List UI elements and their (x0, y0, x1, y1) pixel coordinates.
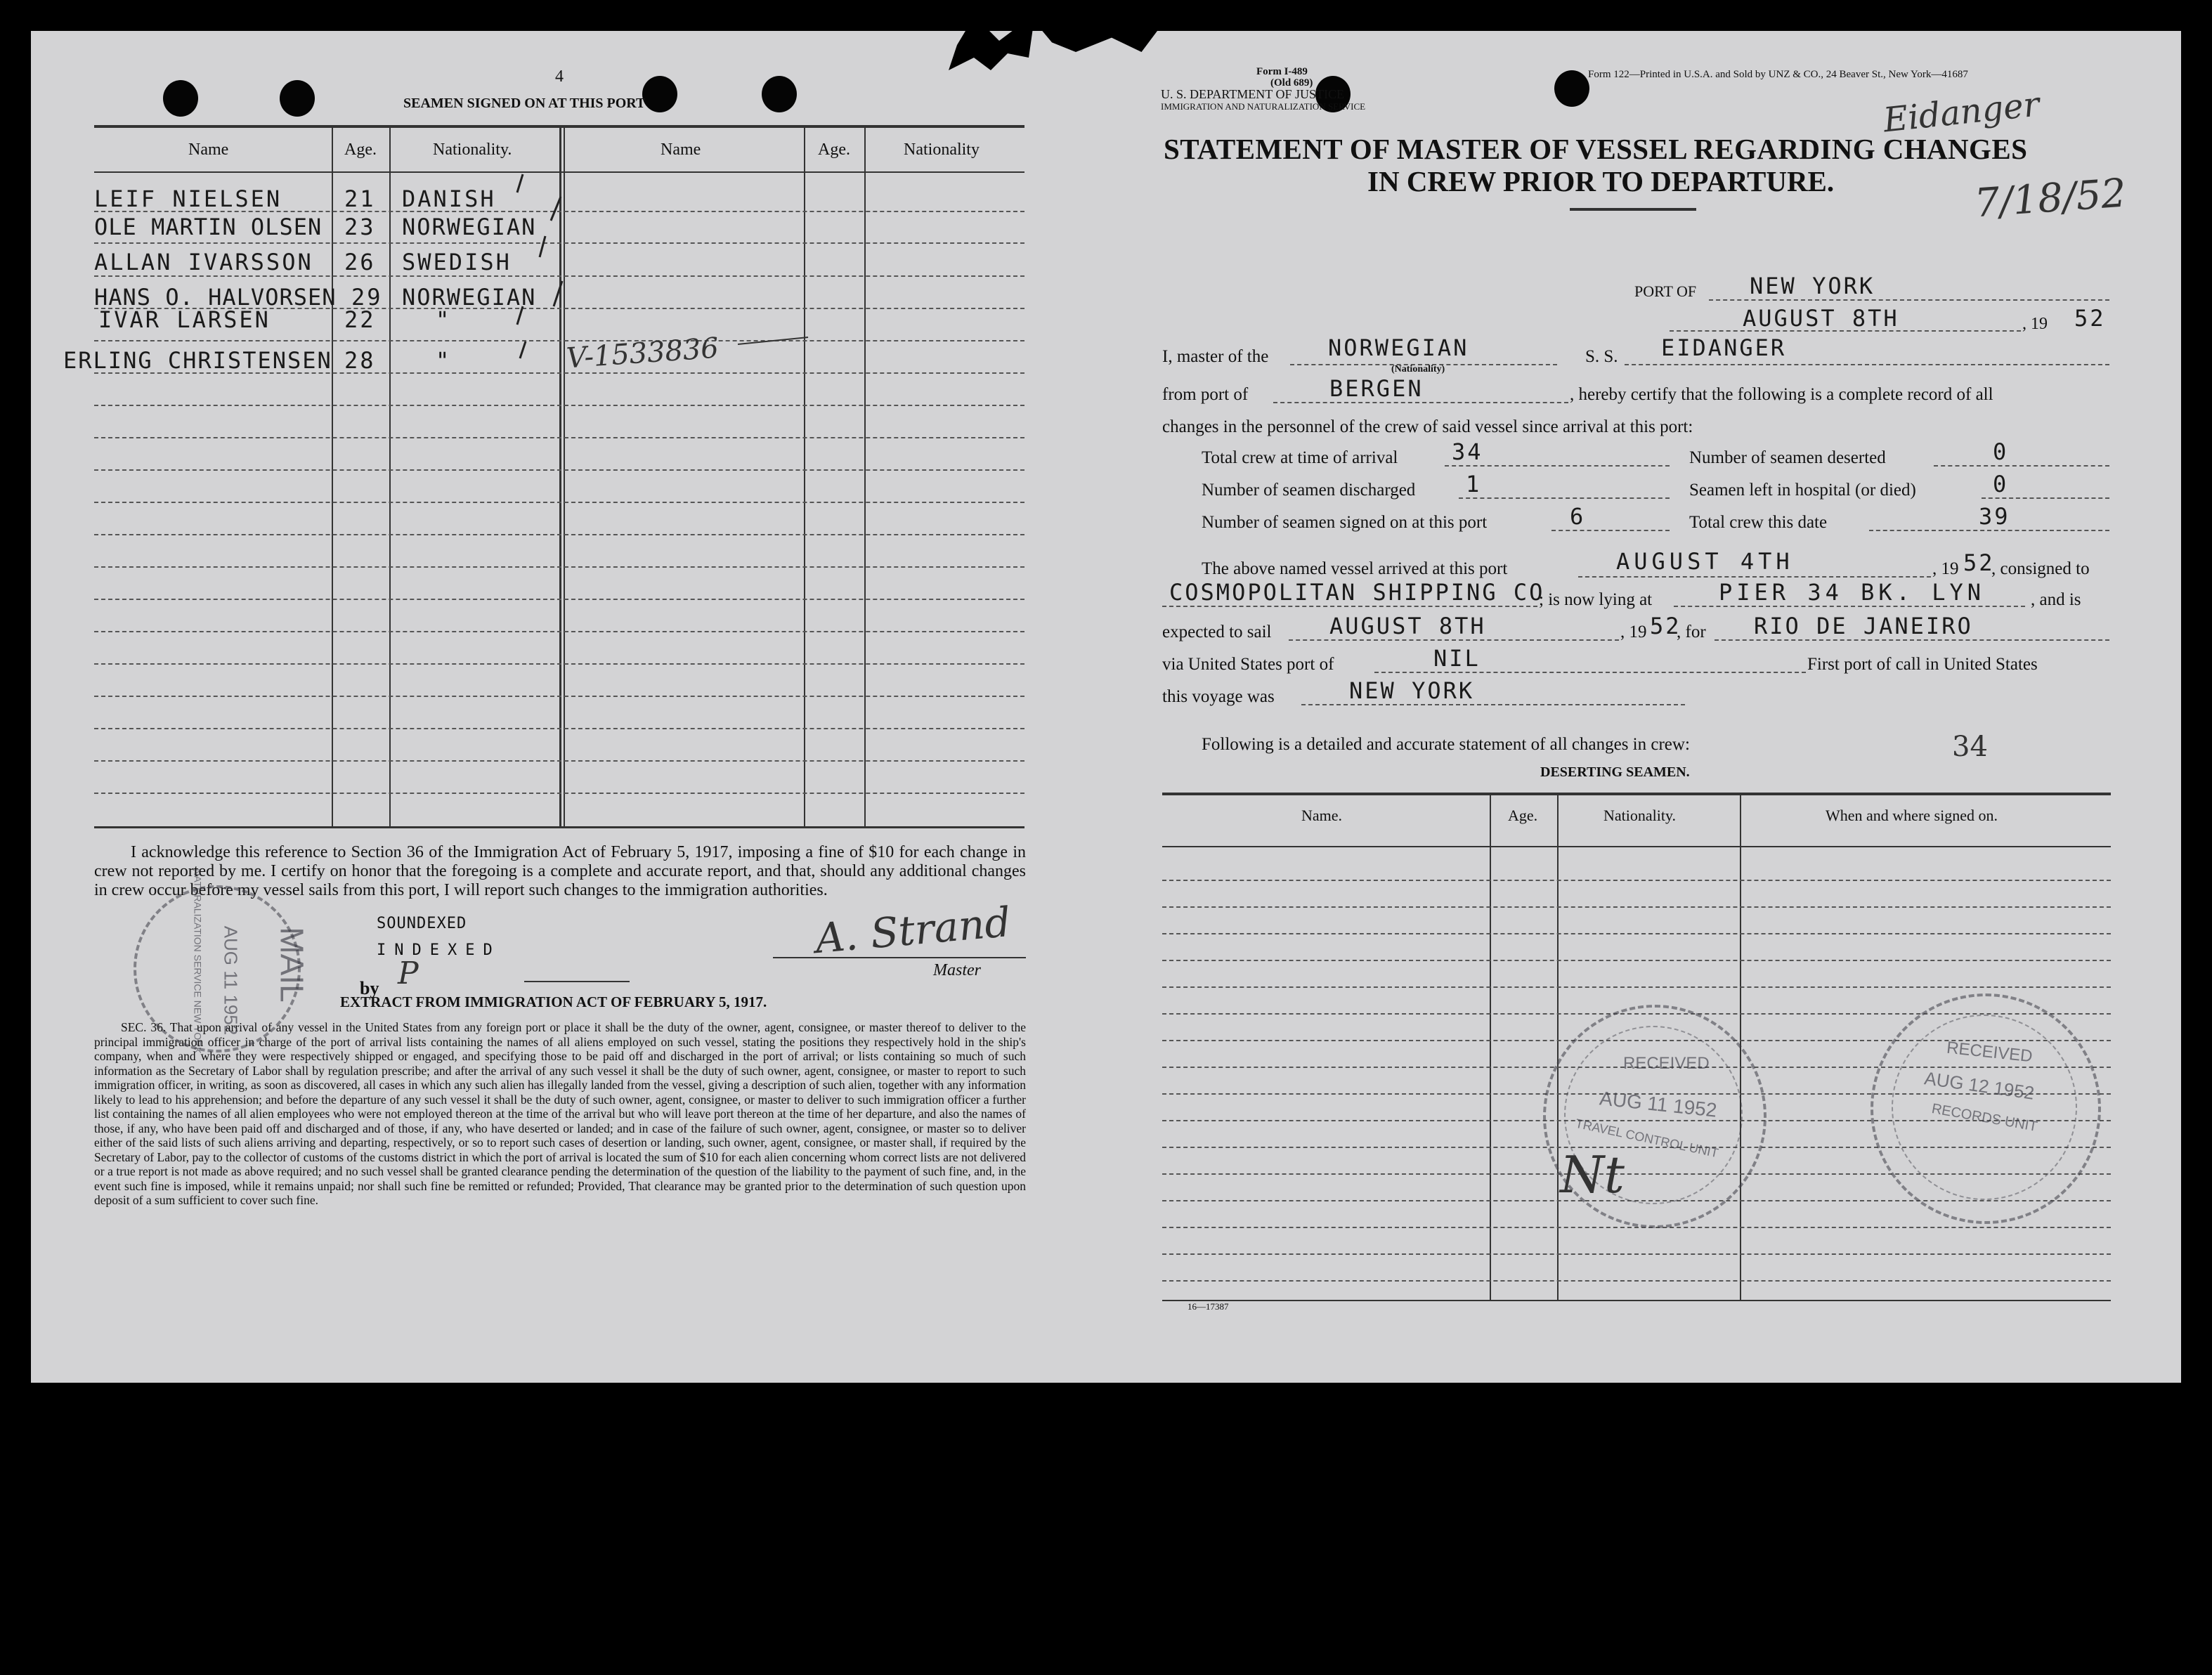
seaman-nationality: NORWEGIAN (402, 214, 537, 240)
title-underline (1570, 208, 1696, 211)
for-label: , for (1677, 623, 1706, 641)
department: U. S. DEPARTMENT OF JUSTICE (1161, 87, 1344, 101)
column-divider (332, 126, 333, 826)
page-number: 4 (555, 67, 564, 86)
punch-hole (163, 80, 198, 117)
year-prefix: , 19 (2022, 315, 2048, 333)
punch-hole (762, 76, 797, 112)
indexed-label: INDEXED (377, 941, 501, 959)
master-label: I, master of the (1162, 347, 1269, 366)
hospital-label: Seamen left in hospital (or died) (1689, 481, 1916, 500)
handwritten-vessel-name: Eidanger (1881, 84, 2042, 141)
and-is-label: , and is (2031, 590, 2081, 609)
destination-value: RIO DE JANEIRO (1754, 613, 1973, 639)
changes-text: changes in the personnel of the crew of said vessel since arrival at this port: (1162, 417, 1693, 436)
signed-on-value: 6 (1570, 503, 1586, 530)
deserting-table-top (1162, 793, 2111, 795)
master-signature: A. Strand (813, 897, 1013, 963)
nationality-value: NORWEGIAN (1328, 334, 1469, 361)
following-number: 34 (1952, 731, 1988, 763)
by-label: by (360, 978, 379, 998)
field-line (1869, 530, 2109, 531)
indexer-initial: P (398, 956, 419, 991)
field-line (1715, 639, 2109, 641)
punch-hole (280, 80, 315, 117)
column-header-nationality: Nationality (904, 141, 980, 159)
total-crew-arrival-label: Total crew at time of arrival (1202, 448, 1398, 467)
field-line (1374, 672, 1806, 673)
field-line (1289, 639, 1619, 641)
field-line (1459, 497, 1670, 499)
column-divider (389, 126, 391, 826)
punch-hole (642, 76, 677, 112)
field-line (1551, 530, 1670, 531)
seaman-name: IVAR LARSEN (98, 306, 271, 333)
deserted-value: 0 (1993, 438, 2009, 465)
deserting-col-signed: When and where signed on. (1826, 807, 1998, 824)
service: IMMIGRATION AND NATURALIZATION SERVICE (1161, 101, 1366, 112)
deserting-col-name: Name. (1301, 807, 1343, 824)
year-value: 52 (2074, 305, 2106, 332)
total-crew-arrival-value: 34 (1452, 438, 1483, 465)
seaman-age: 23 (344, 214, 376, 240)
date-value: AUGUST 8TH (1743, 305, 1899, 332)
field-line (1674, 606, 2025, 607)
voyage-label: this voyage was (1162, 687, 1275, 706)
table-bottom-border (94, 826, 1024, 828)
following-text: Following is a detailed and accurate statement of all changes in crew: (1202, 735, 1690, 754)
seaman-name: OLE MARTIN OLSEN (94, 214, 323, 240)
ss-label: S. S. (1585, 347, 1618, 366)
seaman-age: 26 (344, 249, 376, 275)
printer-note: Form 122—Printed in U.S.A. and Sold by UNZ & CO., 24 Beaver St., New York—41687 (1588, 69, 1968, 80)
port-value: NEW YORK (1750, 273, 1875, 299)
port-field-line (1709, 299, 2109, 301)
signed-on-label: Number of seamen signed on at this port (1202, 513, 1488, 532)
field-line (1578, 576, 1931, 578)
lying-at-value: PIER 34 BK. LYN (1719, 579, 1985, 606)
sail-date: AUGUST 8TH (1329, 613, 1486, 639)
arrived-date: AUGUST 4TH (1616, 548, 1794, 575)
column-header-age: Age. (818, 141, 850, 159)
deserting-header: DESERTING SEAMEN. (1540, 764, 1690, 780)
seaman-age: 21 (344, 185, 376, 212)
column-header-name: Name (661, 141, 701, 159)
first-port-label: First port of call in United States (1807, 655, 2038, 674)
master-label: Master (933, 961, 981, 979)
seaman-nationality: " (436, 347, 452, 374)
field-line (1445, 465, 1670, 467)
seaman-age: 28 (344, 347, 376, 374)
from-port-label: from port of (1162, 385, 1249, 404)
lying-label: ; is now lying at (1539, 590, 1653, 609)
seaman-name: ALLAN IVARSSON (94, 249, 313, 275)
sail-label: expected to sail (1162, 623, 1272, 641)
deserting-table-bottom (1162, 1300, 2111, 1301)
sail-year: 52 (1650, 613, 1681, 639)
field-line (1162, 606, 1537, 607)
seaman-age: 29 (351, 284, 383, 311)
column-divider (864, 126, 866, 826)
from-port-value: BERGEN (1329, 375, 1424, 402)
extract-title: EXTRACT FROM IMMIGRATION ACT OF FEBRUARY 5, 1917. (340, 993, 767, 1010)
arrived-year: 52 (1963, 549, 1995, 576)
seaman-age: 22 (344, 306, 376, 333)
footer-code: 16—17387 (1188, 1301, 1229, 1312)
seaman-name: ERLING CHRISTENSEN (63, 347, 332, 374)
hospital-value: 0 (1993, 471, 2009, 497)
deserting-col-nationality: Nationality. (1603, 807, 1677, 824)
handwritten-underline (738, 330, 815, 351)
deserted-label: Number of seamen deserted (1689, 448, 1886, 467)
seaman-nationality: " (436, 306, 452, 333)
soundexed-label: SOUNDEXED (377, 915, 467, 932)
column-divider (1557, 794, 1559, 1300)
vessel-value: EIDANGER (1661, 334, 1787, 361)
column-divider (804, 126, 805, 826)
field-line (1934, 465, 2109, 467)
column-header-name: Name (188, 141, 229, 159)
deserting-table-header-border (1162, 846, 2111, 847)
voyage-port-value: NEW YORK (1349, 677, 1475, 704)
form-title-line2: IN CREW PRIOR TO DEPARTURE. (1367, 165, 1835, 197)
discharged-value: 1 (1466, 471, 1482, 497)
field-line (1982, 497, 2109, 499)
via-label: via United States port of (1162, 655, 1334, 674)
punch-hole (1554, 70, 1589, 107)
indexed-by-line (524, 981, 630, 982)
seaman-nationality: SWEDISH (402, 249, 512, 275)
total-crew-date-value: 39 (1979, 503, 2010, 530)
seaman-nationality: DANISH (402, 185, 496, 212)
section-header: SEAMEN SIGNED ON AT THIS PORT (403, 96, 646, 111)
via-port-value: NIL (1433, 645, 1481, 672)
seaman-nationality: NORWEGIAN (402, 284, 537, 311)
seaman-name: LEIF NIELSEN (94, 185, 282, 212)
vessel-field-line (1625, 364, 2109, 365)
handwritten-initials: Nt (1560, 1145, 1625, 1204)
discharged-label: Number of seamen discharged (1202, 481, 1416, 500)
check-marks (478, 169, 576, 379)
consigned-label: , consigned to (1991, 559, 2090, 578)
port-label: PORT OF (1634, 282, 1697, 300)
master-signature-line (773, 957, 1026, 958)
acknowledgment-text: I acknowledge this reference to Section 36 of the Immigration Act of February 5, 1917, imposing a fine of $10 for each change in crew not reported by me. I certify on honor that the foregoing is a complete and accurate report, and that, should any additional changes in crew occur before my vessel sails from this port, I will report such changes to the immigration authorities. (94, 843, 1026, 899)
column-header-age: Age. (344, 141, 377, 159)
seaman-name: HANS O. HALVORSEN (94, 284, 337, 311)
from-port-field-line (1273, 402, 1568, 403)
sail-year-prefix: , 19 (1620, 623, 1647, 641)
extract-body: SEC. 36. That upon arrival of any vessel in the United States from any foreign port or place it shall be the duty of the owner, agent, consignee, or master thereof to deliver to the principal immigration officer in charge of the port of arrival lists containing the names of all aliens employed on such vessel, stating the positions they respectively hold in the ship's company, when and where they were respectively shipped or engaged, and specifying those to be paid off and discharged in the port of arrival; or lists containing so much of such information as the Secretary of Labor shall by regulation prescribe; and after the arrival of any such vessel it shall be the duty of such owner, agent, consignee, or master to report to such immigration officer, in writing, as soon as discovered, all cases in which any such alien has illegally landed from the vessel, giving a description of such alien, together with any information likely to lead to his apprehension; and before the departure of any such vessel it shall be the duty of such owner, agent, consignee, or master to deliver to such immigration officer a further list containing the names of all alien employees who were not employed thereon at the time of the arrival but who will leave port thereon at the time of her departure, and also the names of those, if any, who have been paid off and discharged and of those, if any, who have deserted or landed; and in case of the failure of such owner, agent, consignee, or master so to deliver either of the said lists of such aliens arriving and departing, respectively, or so to report such cases of desertion or landing, such owner, agent, consignee, or master shall, if required by the Secretary of Labor, pay to the collector of customs of the customs district in which the port of arrival is located the sum of $10 for each alien concerning whom correct lists are not delivered or a true report is not made as above required; and no such vessel shall be granted clearance pending the determination of the question of the liability to the payment of such fine, and, in the event such fine is imposed, while it remains unpaid; nor shall such fine be remitted or refunded; Provided, That clearance may be granted prior to the determination of such question upon deposit of a sum sufficient to cover such fine. (94, 1020, 1026, 1207)
handwritten-date: 7/18/52 (1972, 170, 2128, 227)
total-crew-date-label: Total crew this date (1689, 513, 1828, 532)
field-line (1301, 704, 1685, 705)
old-form-number: (Old 689) (1270, 77, 1313, 89)
column-divider (1490, 794, 1491, 1300)
form-title: STATEMENT OF MASTER OF VESSEL REGARDING CHANGES (1164, 133, 2028, 165)
certify-text: , hereby certify that the following is a complete record of all (1570, 385, 1993, 404)
arrived-year-prefix: , 19 (1932, 559, 1959, 578)
consignee-value: COSMOPOLITAN SHIPPING CO (1169, 579, 1545, 606)
deserting-col-age: Age. (1508, 807, 1538, 824)
column-header-nationality: Nationality. (433, 141, 512, 159)
nationality-caption: (Nationality) (1391, 364, 1445, 374)
form-number: Form I-489 (1256, 66, 1308, 77)
arrived-label: The above named vessel arrived at this port (1202, 559, 1508, 578)
handwritten-note: V-1533836 (565, 332, 720, 375)
